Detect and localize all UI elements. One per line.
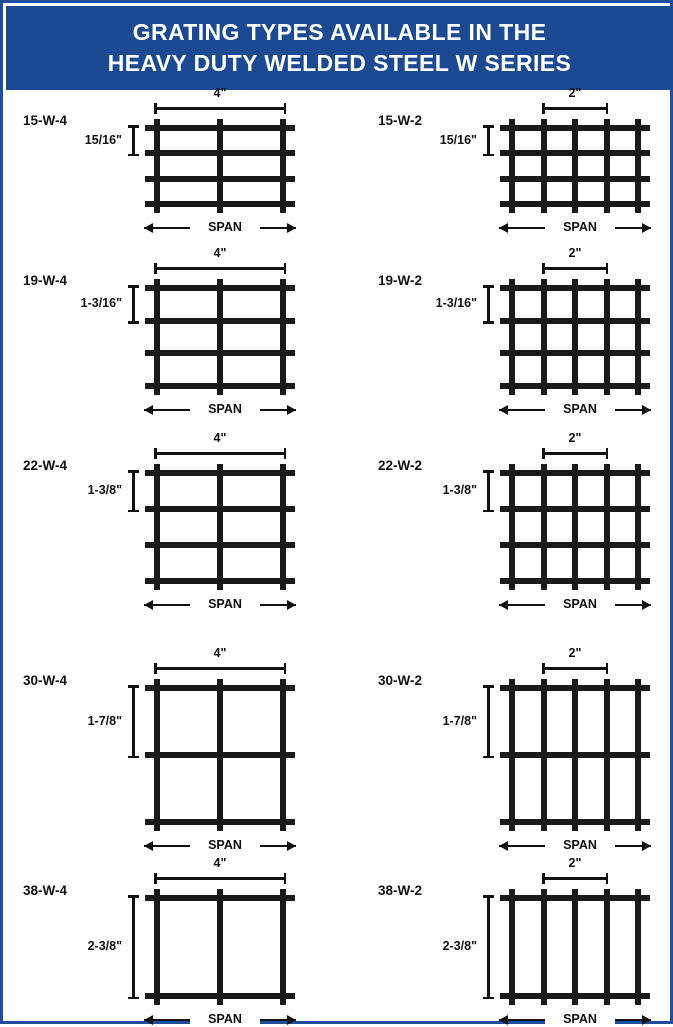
bearing-bar: [145, 895, 295, 901]
pitch-dimension-line: [542, 448, 608, 458]
spacing-dimension-label: 2-3/8": [87, 939, 122, 953]
grating-cell: [6, 246, 324, 436]
spacing-dimension-label: 1-3/16": [435, 296, 477, 311]
bearing-bar: [145, 506, 295, 512]
pitch-dimension-label: 4": [213, 86, 227, 100]
cross-bar: [541, 119, 547, 213]
spacing-dimension-line: [483, 125, 493, 156]
grating-cell: [361, 86, 673, 251]
bearing-bar: [145, 470, 295, 476]
grating-cell: [6, 856, 324, 1026]
grating-type-code: 15-W-2: [378, 113, 422, 128]
grating-drawing: [509, 285, 641, 389]
spacing-dimension-label: 2-3/8": [442, 939, 477, 953]
pitch-dimension-line: [154, 103, 286, 113]
bearing-bar: [500, 685, 650, 691]
pitch-dimension-label: 2": [568, 246, 582, 260]
pitch-dimension-label: 2": [568, 646, 582, 660]
bearing-bar: [500, 125, 650, 131]
bearing-bar: [145, 350, 295, 356]
cross-bar: [217, 889, 223, 1005]
grating-type-code: 38-W-2: [378, 883, 422, 898]
grating-type-code: 22-W-2: [378, 458, 422, 473]
cross-bar: [604, 889, 610, 1005]
cross-bar: [635, 279, 641, 395]
spacing-dimension-line: [128, 895, 138, 999]
bearing-bar: [145, 542, 295, 548]
grating-drawing: [509, 470, 641, 584]
grating-cell: [6, 86, 324, 251]
span-label: SPAN: [190, 402, 260, 416]
bearing-bar: [145, 993, 295, 999]
bearing-bar: [500, 470, 650, 476]
bearing-bar: [145, 819, 295, 825]
spacing-dimension-label: 1-7/8": [87, 713, 122, 728]
spacing-dimension-line: [128, 470, 138, 512]
spacing-dimension-label: 1-3/8": [442, 483, 477, 497]
spacing-dimension-label: 15/16": [439, 132, 477, 147]
cross-bar: [509, 119, 515, 213]
cross-bar: [509, 279, 515, 395]
page-title-line-2: HEAVY DUTY WELDED STEEL W SERIES: [107, 50, 572, 76]
spacing-dimension-line: [128, 685, 138, 758]
cross-bar: [217, 119, 223, 213]
bearing-bar: [500, 176, 650, 182]
bearing-bar: [145, 685, 295, 691]
grating-drawing: [154, 685, 286, 825]
cross-bar: [154, 889, 160, 1005]
page-title-bar: [6, 6, 673, 90]
grating-drawing: [509, 685, 641, 825]
pitch-dimension-label: 2": [568, 431, 582, 445]
pitch-dimension-line: [154, 448, 286, 458]
grating-drawing: [154, 470, 286, 584]
spacing-dimension-label: 1-3/16": [80, 296, 122, 311]
pitch-dimension-label: 2": [568, 86, 582, 100]
page-title-line-1: GRATING TYPES AVAILABLE IN THE: [132, 19, 547, 45]
spacing-dimension-line: [483, 285, 493, 324]
cross-bar: [541, 464, 547, 590]
bearing-bar: [145, 578, 295, 584]
bearing-bar: [500, 383, 650, 389]
bearing-bar: [500, 201, 650, 207]
pitch-dimension-label: 4": [213, 246, 227, 260]
spacing-dimension-line: [483, 685, 493, 758]
bearing-bar: [145, 285, 295, 291]
bearing-bar: [500, 752, 650, 758]
bearing-bar: [500, 506, 650, 512]
grating-drawing: [509, 895, 641, 999]
bearing-bar: [500, 318, 650, 324]
pitch-dimension-label: 4": [213, 431, 227, 445]
cross-bar: [154, 119, 160, 213]
cross-bar: [572, 119, 578, 213]
pitch-dimension-label: 4": [213, 856, 227, 870]
cross-bar: [572, 279, 578, 395]
bearing-bar: [145, 125, 295, 131]
grating-type-code: 19-W-4: [23, 273, 67, 288]
cross-bar: [509, 889, 515, 1005]
cross-bar: [604, 279, 610, 395]
spacing-dimension-label: 1-7/8": [442, 713, 477, 728]
bearing-bar: [500, 542, 650, 548]
bearing-bar: [500, 285, 650, 291]
span-label: SPAN: [545, 1012, 615, 1026]
span-label: SPAN: [545, 597, 615, 611]
spacing-dimension-label: 1-3/8": [87, 483, 122, 497]
pitch-dimension-label: 4": [213, 646, 227, 660]
span-label: SPAN: [545, 838, 615, 852]
bearing-bar: [145, 176, 295, 182]
grating-cell: [361, 431, 673, 651]
spacing-dimension-line: [483, 470, 493, 512]
grating-cell: [361, 246, 673, 436]
bearing-bar: [145, 752, 295, 758]
pitch-dimension-line: [154, 263, 286, 273]
cross-bar: [154, 464, 160, 590]
pitch-dimension-line: [542, 103, 608, 113]
cross-bar: [280, 119, 286, 213]
cross-bar: [635, 119, 641, 213]
cross-bar: [572, 889, 578, 1005]
grating-type-code: 30-W-2: [378, 673, 422, 688]
span-label: SPAN: [190, 1012, 260, 1026]
cross-bar: [280, 464, 286, 590]
bearing-bar: [145, 318, 295, 324]
cross-bar: [280, 279, 286, 395]
span-label: SPAN: [190, 838, 260, 852]
grating-drawing: [154, 285, 286, 389]
cross-bar: [604, 119, 610, 213]
grating-type-code: 15-W-4: [23, 113, 67, 128]
span-label: SPAN: [545, 402, 615, 416]
cross-bar: [217, 279, 223, 395]
bearing-bar: [500, 578, 650, 584]
grating-diagram-grid: [6, 86, 673, 1026]
grating-cell: [361, 646, 673, 861]
cross-bar: [541, 889, 547, 1005]
bearing-bar: [500, 993, 650, 999]
pitch-dimension-line: [542, 263, 608, 273]
spacing-dimension-line: [483, 895, 493, 999]
grating-drawing: [154, 125, 286, 207]
pitch-dimension-label: 2": [568, 856, 582, 870]
bearing-bar: [500, 819, 650, 825]
cross-bar: [154, 279, 160, 395]
bearing-bar: [145, 201, 295, 207]
pitch-dimension-line: [542, 663, 608, 673]
pitch-dimension-line: [154, 663, 286, 673]
span-label: SPAN: [545, 220, 615, 234]
grating-cell: [361, 856, 673, 1026]
bearing-bar: [500, 350, 650, 356]
bearing-bar: [500, 150, 650, 156]
cross-bar: [217, 464, 223, 590]
bearing-bar: [145, 383, 295, 389]
bearing-bar: [145, 150, 295, 156]
grating-type-code: 30-W-4: [23, 673, 67, 688]
spacing-dimension-label: 15/16": [84, 132, 122, 147]
grating-type-code: 19-W-2: [378, 273, 422, 288]
grating-type-code: 38-W-4: [23, 883, 67, 898]
grating-type-code: 22-W-4: [23, 458, 67, 473]
span-label: SPAN: [190, 220, 260, 234]
grating-drawing: [509, 125, 641, 207]
grating-cell: [6, 646, 324, 861]
bearing-bar: [500, 895, 650, 901]
span-label: SPAN: [190, 597, 260, 611]
cross-bar: [541, 279, 547, 395]
cross-bar: [572, 464, 578, 590]
cross-bar: [280, 889, 286, 1005]
spacing-dimension-line: [128, 285, 138, 324]
spacing-dimension-line: [128, 125, 138, 156]
cross-bar: [509, 464, 515, 590]
cross-bar: [604, 464, 610, 590]
pitch-dimension-line: [154, 873, 286, 883]
pitch-dimension-line: [542, 873, 608, 883]
grating-drawing: [154, 895, 286, 999]
grating-cell: [6, 431, 324, 651]
cross-bar: [635, 889, 641, 1005]
cross-bar: [635, 464, 641, 590]
